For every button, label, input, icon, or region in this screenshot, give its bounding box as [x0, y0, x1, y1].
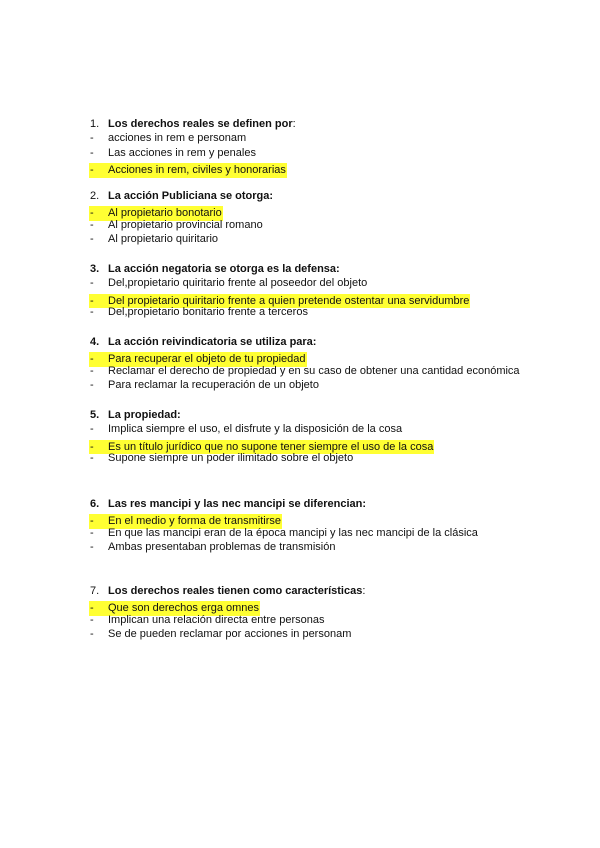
option-text: Se de pueden reclamar por acciones in personam — [108, 628, 352, 640]
question-5 — [90, 408, 590, 466]
option-line — [90, 232, 590, 247]
option-text: Del propietario quiritario frente a quien pretende ostentar una servidumbre — [108, 294, 470, 307]
answer-option — [90, 364, 590, 379]
bullet-dash: - — [90, 207, 94, 219]
question-number: 2. — [90, 190, 100, 202]
question-text: La acción reivindicatoria se utiliza para: — [108, 336, 317, 348]
option-line — [90, 146, 590, 161]
bullet-dash: - — [90, 515, 94, 527]
question-7 — [90, 584, 590, 642]
option-line — [90, 131, 590, 146]
option-text: Al propietario bonotario — [108, 207, 222, 219]
bullet-dash: - — [90, 132, 94, 144]
option-line — [90, 349, 590, 364]
question-number: 3. — [90, 263, 100, 275]
question-text: Los derechos reales tienen como características — [108, 585, 363, 597]
option-line — [90, 291, 590, 306]
bullet-dash: - — [90, 602, 94, 614]
answer-option — [90, 305, 590, 320]
option-text: En el medio y forma de transmitirse — [108, 515, 282, 527]
option-text: Implica siempre el uso, el disfrute y la disposición de la cosa — [108, 423, 403, 435]
option-line — [90, 305, 590, 320]
bullet-dash: - — [90, 379, 94, 391]
question-title — [90, 262, 590, 276]
option-text: Para reclamar la recuperación de un objeto — [108, 379, 319, 391]
option-line — [90, 203, 590, 218]
bullet-dash: - — [90, 440, 94, 453]
option-text: Que son derechos erga omnes — [108, 602, 260, 614]
option-text: Implican una relación directa entre personas — [108, 613, 325, 626]
bullet-dash: - — [90, 277, 94, 289]
question-text: La acción Publiciana se otorga: — [108, 190, 274, 202]
bullet-dash: - — [90, 164, 94, 176]
option-text: Supone siempre un poder ilimitado sobre el objeto — [108, 452, 354, 464]
answer-option — [90, 540, 590, 555]
question-number: 4. — [90, 336, 100, 348]
option-line — [90, 598, 590, 613]
bullet-dash: - — [90, 146, 94, 159]
question-title — [90, 408, 590, 422]
question-title — [90, 189, 590, 203]
bullet-dash: - — [90, 233, 94, 245]
option-text: Ambas presentaban problemas de transmisión — [108, 541, 336, 553]
question-6 — [90, 497, 590, 555]
answer-option — [90, 218, 590, 233]
answer-option — [90, 613, 590, 628]
option-text: Al propietario provincial romano — [108, 218, 263, 231]
option-line — [90, 218, 590, 233]
question-text: Las res mancipi y las nec mancipi se diferencian: — [108, 498, 367, 510]
option-line — [90, 627, 590, 642]
question-number: 7. — [90, 585, 100, 597]
question-1 — [90, 117, 590, 175]
answer-option — [90, 276, 590, 291]
question-text: Los derechos reales se definen por — [108, 118, 293, 130]
bullet-dash: - — [90, 353, 94, 365]
option-line — [90, 451, 590, 466]
answer-option — [90, 378, 590, 393]
question-4 — [90, 335, 590, 393]
bullet-dash: - — [90, 541, 94, 553]
option-text: Acciones in rem, civiles y honorarias — [108, 164, 286, 176]
answer-option — [90, 422, 590, 437]
question-number: 6. — [90, 498, 100, 510]
option-text: Es un título jurídico que no supone tener siempre el uso de la cosa — [108, 440, 434, 453]
option-line — [90, 378, 590, 393]
question-title — [90, 117, 590, 131]
option-text: Al propietario quiritario — [108, 233, 219, 245]
answer-option — [90, 451, 590, 466]
answer-option — [90, 232, 590, 247]
question-title-tail: : — [292, 118, 296, 130]
bullet-dash: - — [90, 423, 94, 435]
option-line — [90, 526, 590, 541]
question-title — [90, 497, 590, 511]
option-line — [90, 613, 590, 628]
option-text: Reclamar el derecho de propiedad y en su caso de obtener una cantidad económica — [108, 364, 520, 377]
option-text: Del,propietario bonitario frente a terceros — [108, 306, 308, 318]
question-2 — [90, 189, 590, 247]
answer-option — [90, 146, 590, 161]
bullet-dash: - — [90, 306, 94, 318]
option-line — [90, 364, 590, 379]
option-text: Las acciones in rem y penales — [108, 146, 256, 159]
bullet-dash: - — [90, 218, 94, 231]
answer-option-highlighted — [89, 163, 287, 178]
option-line — [90, 160, 590, 175]
bullet-dash: - — [90, 364, 94, 377]
question-text: La acción negatoria se otorga es la defensa: — [108, 263, 340, 275]
answer-option — [90, 627, 590, 642]
option-line — [90, 511, 590, 526]
question-title-tail: : — [362, 585, 366, 597]
bullet-dash: - — [90, 294, 94, 307]
question-text: La propiedad: — [108, 409, 181, 421]
question-number: 1. — [90, 118, 100, 130]
option-line — [90, 422, 590, 437]
bullet-dash: - — [90, 613, 94, 626]
option-text: acciones in rem e personam — [108, 132, 247, 144]
option-text: Para recuperar el objeto de tu propiedad — [108, 353, 306, 365]
option-text: Del,propietario quiritario frente al poseedor del objeto — [108, 277, 368, 289]
option-line — [90, 437, 590, 452]
bullet-dash: - — [90, 452, 94, 464]
question-number: 5. — [90, 409, 100, 421]
option-line — [90, 276, 590, 291]
question-title — [90, 584, 590, 598]
bullet-dash: - — [90, 628, 94, 640]
answer-option — [90, 526, 590, 541]
question-3 — [90, 262, 590, 320]
question-title — [90, 335, 590, 349]
option-line — [90, 540, 590, 555]
option-text: En que las mancipi eran de la época mancipi y las nec mancipi de la clásica — [108, 526, 478, 539]
answer-option — [90, 131, 590, 146]
bullet-dash: - — [90, 526, 94, 539]
